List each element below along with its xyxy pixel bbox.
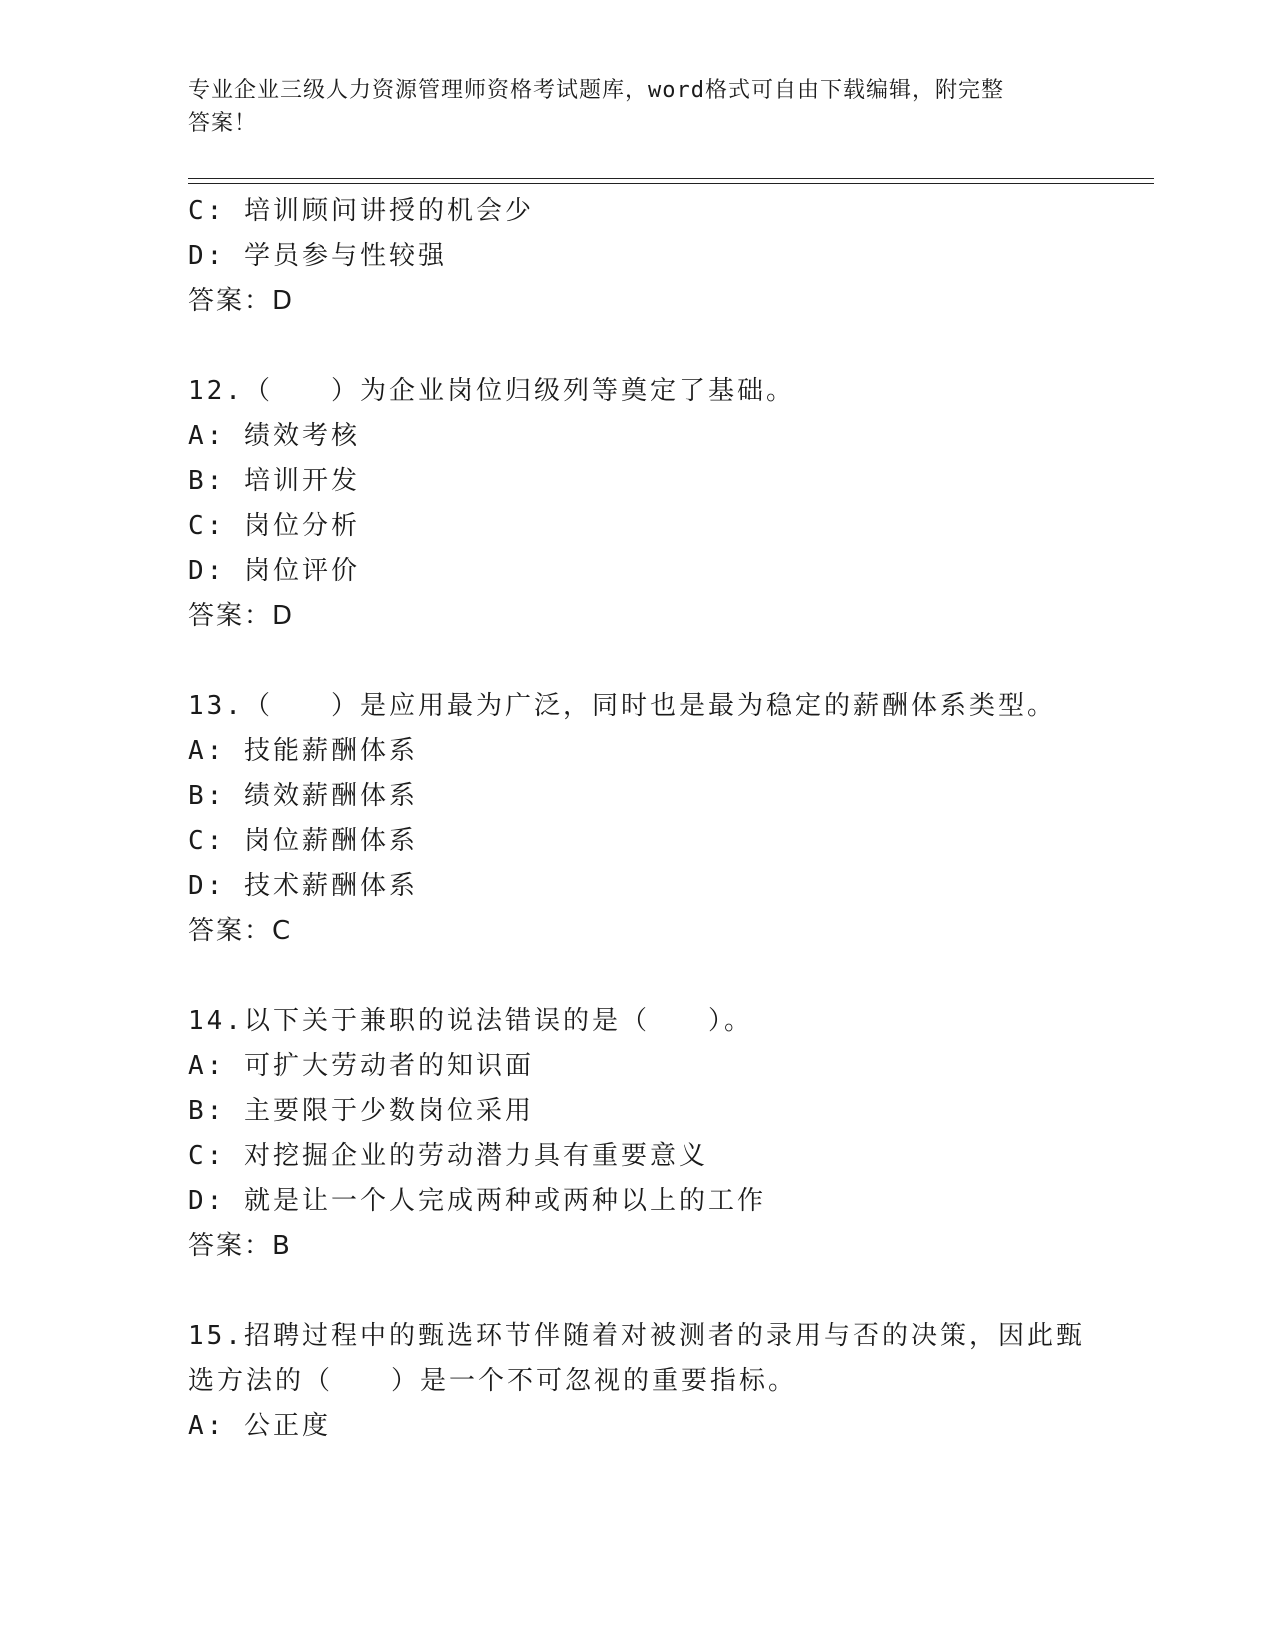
- q14-option-b: B: 主要限于少数岗位采用: [188, 1096, 534, 1126]
- q12-option-a: A: 绩效考核: [188, 421, 360, 451]
- q11-option-c: C: 培训顾问讲授的机会少: [188, 196, 534, 226]
- q14-option-d: D: 就是让一个人完成两种或两种以上的工作: [188, 1186, 766, 1216]
- q14-stem: 14.以下关于兼职的说法错误的是（ ）。: [188, 1006, 753, 1036]
- header-title-line-2: 答案！: [188, 111, 258, 136]
- q13-option-b: B: 绩效薪酬体系: [188, 781, 418, 811]
- q13-option-a: A: 技能薪酬体系: [188, 736, 418, 766]
- q13-answer: 答案：C: [188, 916, 293, 946]
- q11-answer: 答案：D: [188, 286, 295, 316]
- q13-stem: 13.（ ）是应用最为广泛，同时也是最为稳定的薪酬体系类型。: [188, 691, 1056, 721]
- q15-option-a: A: 公正度: [188, 1411, 331, 1441]
- q15-stem-line-2: 选方法的（ ）是一个不可忽视的重要指标。: [188, 1366, 798, 1396]
- q13-option-d: D: 技术薪酬体系: [188, 871, 418, 901]
- q12-stem: 12.（ ）为企业岗位归级列等奠定了基础。: [188, 376, 795, 406]
- q14-option-a: A: 可扩大劳动者的知识面: [188, 1051, 534, 1081]
- document-header: [188, 74, 1068, 140]
- q14-answer: 答案：B: [188, 1231, 292, 1261]
- header-title-line-1: 专业企业三级人力资源管理师资格考试题库，word格式可自由下载编辑，附完整: [188, 78, 1004, 103]
- q12-option-c: C: 岗位分析: [188, 511, 360, 541]
- header-divider-bottom: [188, 183, 1154, 184]
- q13-option-c: C: 岗位薪酬体系: [188, 826, 418, 856]
- q15-stem-line-1: 15.招聘过程中的甄选环节伴随着对被测者的录用与否的决策，因此甄: [188, 1321, 1085, 1351]
- q12-answer: 答案：D: [188, 601, 295, 631]
- q14-option-c: C: 对挖掘企业的劳动潜力具有重要意义: [188, 1141, 708, 1171]
- q11-option-d: D: 学员参与性较强: [188, 241, 447, 271]
- q12-option-b: B: 培训开发: [188, 466, 360, 496]
- header-divider-top: [188, 178, 1154, 179]
- q12-option-d: D: 岗位评价: [188, 556, 360, 586]
